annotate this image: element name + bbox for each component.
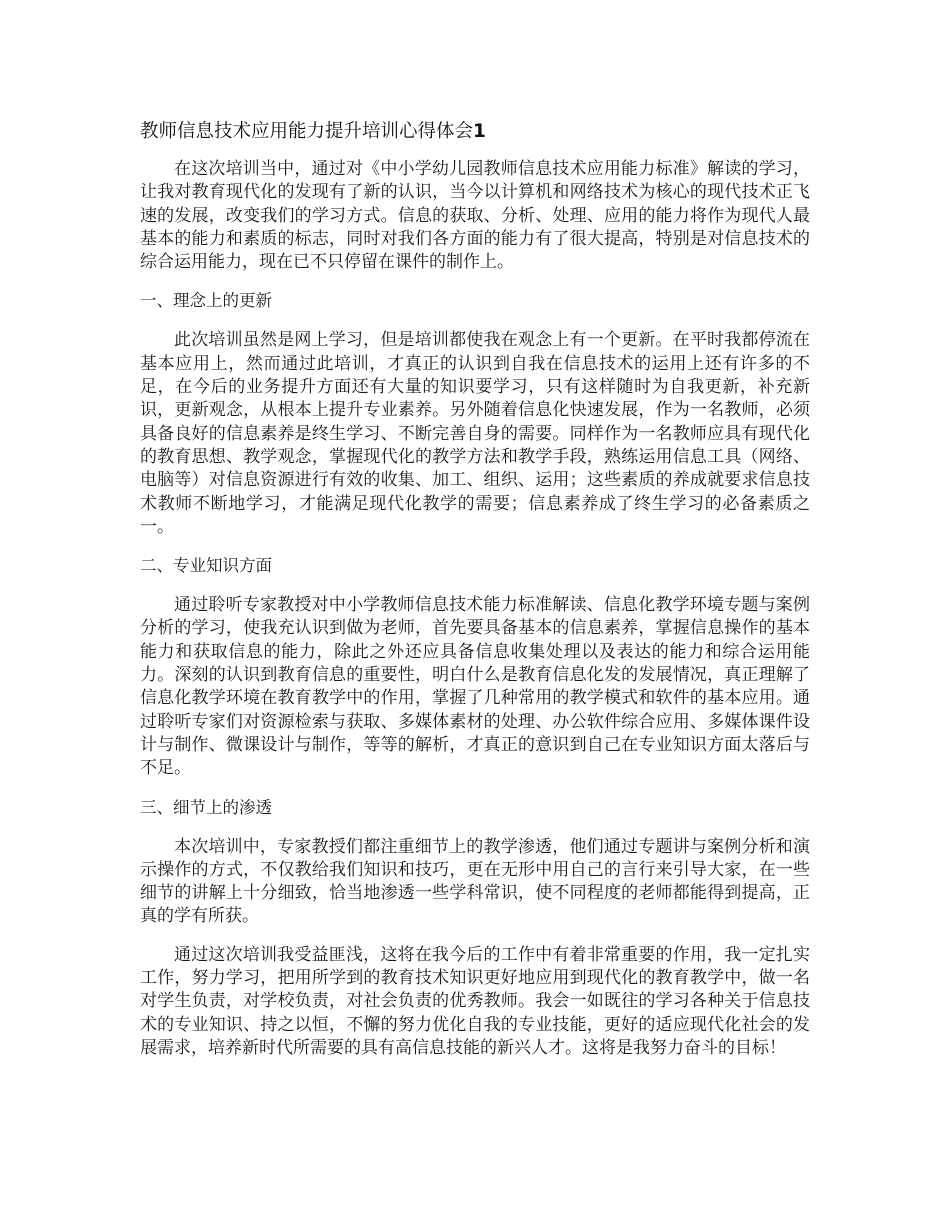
section-paragraph-professional-knowledge: 通过聆听专家教授对中小学教师信息技术能力标准解读、信息化教学环境专题与案例分析的学习，使我充认识到做为老师，首先要具备基本的信息素养，掌握信息操作的基本能力和获取信息的能力，除此之外还应具备信息收集处理以及表达的能力和综合运用能力。深刻的认识到教育信息的重要性，明白什么是教育信息化发的发展情况，真正理解了信息化教学环境在教育教学中的作用，掌握了几种常用的教学模式和软件的基本应用。通过聆听专家们对资源检索与获取、多媒体素材的处理、办公软件综合应用、多媒体课件设计与制作、微课设计与制作，等等的解析，才真正的意识到自己在专业知识方面太落后与不足。	[140, 595, 810, 779]
intro-paragraph: 在这次培训当中，通过对《中小学幼儿园教师信息技术应用能力标准》解读的学习，让我对教育现代化的发现有了新的认识，当今以计算机和网络技术为核心的现代技术正飞速的发展，改变我们的学习方式。信息的获取、分析、处理、应用的能力将作为现代人最基本的能力和素质的标志，同时对我们各方面的能力有了很大提高，特别是对信息技术的综合运用能力，现在已不只停留在课件的制作上。	[140, 159, 810, 273]
document-title-number: 1	[473, 121, 486, 142]
section-heading-detail-penetration: 三、细节上的渗透	[140, 797, 272, 817]
section-heading-concept-update: 一、理念上的更新	[140, 291, 272, 311]
document-title-text: 教师信息技术应用能力提升培训心得体会	[140, 121, 474, 142]
closing-paragraph: 通过这次培训我受益匪浅，这将在我今后的工作中有着非常重要的作用，我一定扎实工作，努力学习，把用所学到的教育技术知识更好地应用到现代化的教育教学中，做一名对学生负责，对学校负责，对社会负责的优秀教师。我会一如既往的学习各种关于信息技术的专业知识、持之以恒，不懈的努力优化自我的专业技能，更好的适应现代化社会的发展需求，培养新时代所需要的具有高信息技能的新兴人才。这将是我努力奋斗的目标！	[140, 944, 810, 1058]
document-title	[140, 118, 810, 146]
section-paragraph-concept-update: 此次培训虽然是网上学习，但是培训都使我在观念上有一个更新。在平时我都停流在基本应用上，然而通过此培训，才真正的认识到自我在信息技术的运用上还有许多的不足，在今后的业务提升方面还有大量的知识要学习，只有这样随时为自我更新，补充新识，更新观念，从根本上提升专业素养。另外随着信息化快速发展，作为一名教师，必须具备良好的信息素养是终生学习、不断完善自身的需要。同样作为一名教师应具有现代化的教育思想、教学观念，掌握现代化的教学方法和教学手段，熟练运用信息工具（网络、电脑等）对信息资源进行有效的收集、加工、组织、运用；这些素质的养成就要求信息技术教师不断地学习，才能满足现代化教学的需要；信息素养成了终生学习的必备素质之一。	[140, 330, 810, 537]
document-page	[140, 118, 810, 1075]
section-heading-professional-knowledge: 二、专业知识方面	[140, 556, 272, 576]
section-paragraph-detail-penetration: 本次培训中，专家教授们都注重细节上的教学渗透，他们通过专题讲与案例分析和演示操作的方式，不仅教给我们知识和技巧，更在无形中用自己的言行来引导大家，在一些细节的讲解上十分细致，恰当地渗透一些学科常识，使不同程度的老师都能得到提高，正真的学有所获。	[140, 836, 810, 927]
